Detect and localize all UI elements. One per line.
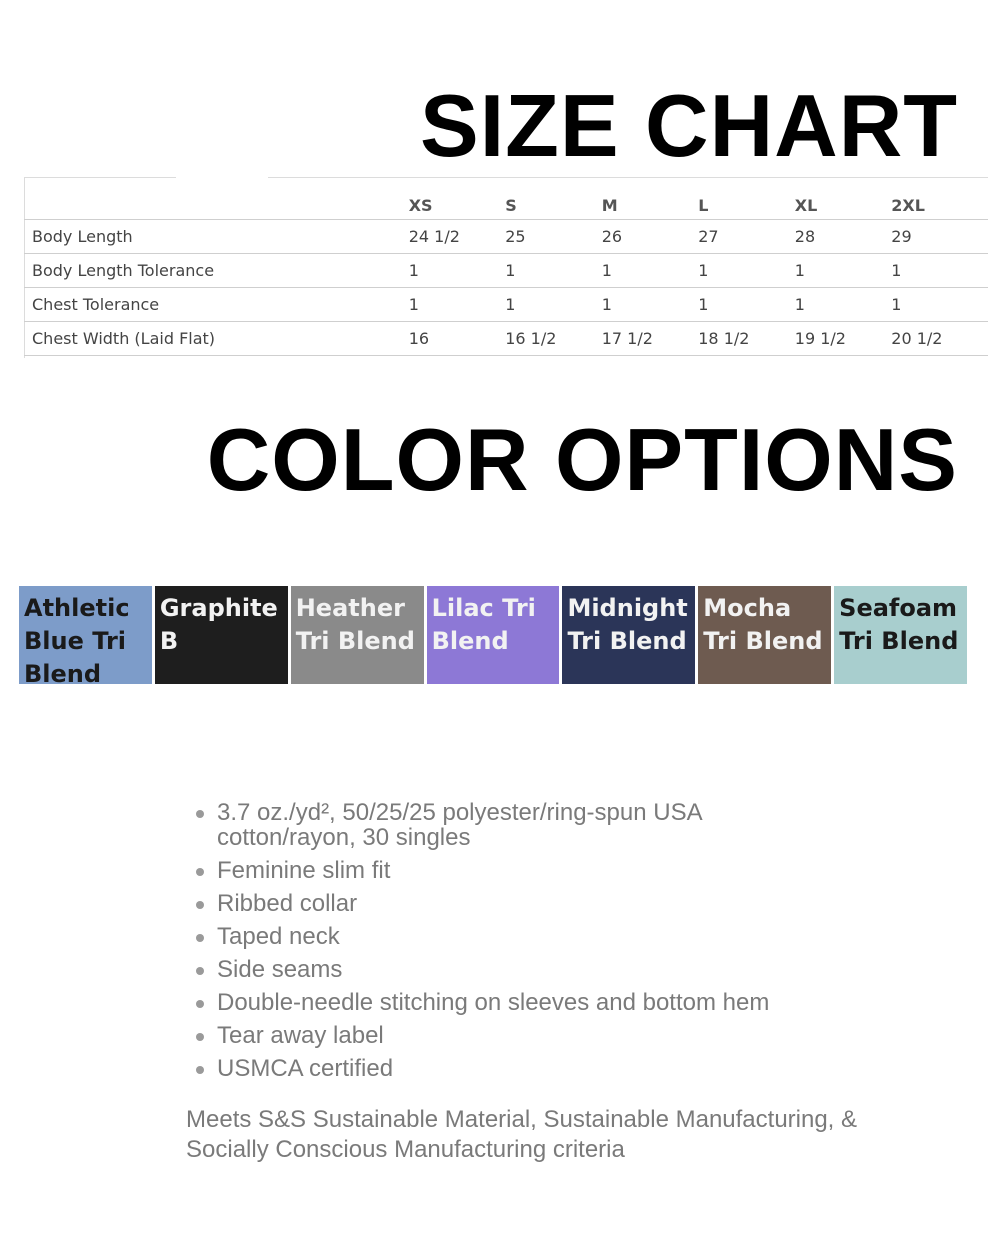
table-cell: 1 — [891, 288, 988, 322]
size-column-header: L — [698, 178, 795, 220]
feature-text: USMCA certified — [217, 1055, 394, 1082]
table-cell: 1 — [505, 288, 602, 322]
bullet-icon — [196, 1033, 204, 1041]
swatch-label: Midnight Tri Blend — [567, 594, 688, 655]
list-item — [190, 800, 830, 850]
list-item — [190, 891, 830, 916]
list-item — [190, 990, 830, 1015]
table-cell: 19 1/2 — [795, 322, 892, 356]
feature-text: Feminine slim fit — [217, 857, 391, 884]
bullet-icon — [196, 1066, 204, 1074]
list-item — [190, 1023, 830, 1048]
color-swatch[interactable] — [834, 586, 967, 684]
color-options-title: COLOR OPTIONS — [206, 410, 958, 509]
size-column-header: 2XL — [891, 178, 988, 220]
table-cell: 16 — [409, 322, 506, 356]
table-cell: 16 1/2 — [505, 322, 602, 356]
color-swatch[interactable] — [562, 586, 695, 684]
table-cell: 25 — [505, 220, 602, 254]
table-cell: 20 1/2 — [891, 322, 988, 356]
feature-text: 3.7 oz./yd², 50/25/25 polyester/ring-spun USA cotton/rayon, 30 singles — [217, 799, 702, 851]
list-item — [190, 957, 830, 982]
table-cell: 1 — [795, 288, 892, 322]
feature-text: Tear away label — [217, 1022, 384, 1049]
table-row — [24, 288, 988, 322]
swatch-label: Heather Tri Blend — [295, 594, 415, 655]
table-cell: 24 1/2 — [409, 220, 506, 254]
list-item — [190, 924, 830, 949]
color-swatch[interactable] — [155, 586, 288, 684]
feature-text: Taped neck — [217, 923, 340, 950]
table-cell: 1 — [795, 254, 892, 288]
feature-list — [190, 800, 830, 1089]
bullet-icon — [196, 967, 204, 975]
size-column-header: XL — [795, 178, 892, 220]
sustainability-note: Meets S&S Sustainable Material, Sustainable Manufacturing, & Socially Conscious Manufacturing criteria — [186, 1106, 858, 1163]
size-column-header: M — [602, 178, 699, 220]
size-header-row — [24, 178, 988, 220]
swatch-label: Graphite B — [159, 594, 278, 655]
table-cell: 26 — [602, 220, 699, 254]
color-swatch[interactable] — [427, 586, 560, 684]
bullet-icon — [196, 1000, 204, 1008]
table-row — [24, 322, 988, 356]
table-cell: 29 — [891, 220, 988, 254]
table-cell: 27 — [698, 220, 795, 254]
bullet-icon — [196, 810, 204, 818]
feature-text: Double-needle stitching on sleeves and bottom hem — [217, 989, 770, 1016]
color-swatch-list — [19, 586, 967, 684]
swatch-label: Athletic Blue Tri Blend — [24, 594, 130, 684]
table-cell: 1 — [698, 288, 795, 322]
list-item — [190, 858, 830, 883]
row-label: Body Length Tolerance — [24, 254, 409, 288]
swatch-label: Lilac Tri Blend — [431, 594, 536, 655]
table-cell: 18 1/2 — [698, 322, 795, 356]
table-cell: 1 — [891, 254, 988, 288]
size-column-header: S — [505, 178, 602, 220]
table-cell: 1 — [409, 254, 506, 288]
size-column-header: XS — [409, 178, 506, 220]
size-chart-title: SIZE CHART — [420, 76, 958, 175]
row-label: Body Length — [24, 220, 409, 254]
swatch-label: Seafoam Tri Blend — [839, 594, 959, 655]
bullet-icon — [196, 901, 204, 909]
table-row — [24, 220, 988, 254]
table-row — [24, 254, 988, 288]
table-cell: 28 — [795, 220, 892, 254]
table-cell: 17 1/2 — [602, 322, 699, 356]
swatch-label: Mocha Tri Blend — [703, 594, 823, 655]
size-header-blank — [24, 178, 409, 220]
table-cell: 1 — [602, 288, 699, 322]
table-cell: 1 — [409, 288, 506, 322]
color-swatch[interactable] — [698, 586, 831, 684]
color-swatch[interactable] — [291, 586, 424, 684]
list-item — [190, 1056, 830, 1081]
table-cell: 1 — [505, 254, 602, 288]
table-cell: 1 — [698, 254, 795, 288]
size-table — [24, 178, 988, 356]
bullet-icon — [196, 868, 204, 876]
table-cell: 1 — [602, 254, 699, 288]
color-swatch[interactable] — [19, 586, 152, 684]
feature-text: Side seams — [217, 956, 343, 983]
feature-text: Ribbed collar — [217, 890, 358, 917]
row-label: Chest Tolerance — [24, 288, 409, 322]
bullet-icon — [196, 934, 204, 942]
row-label: Chest Width (Laid Flat) — [24, 322, 409, 356]
